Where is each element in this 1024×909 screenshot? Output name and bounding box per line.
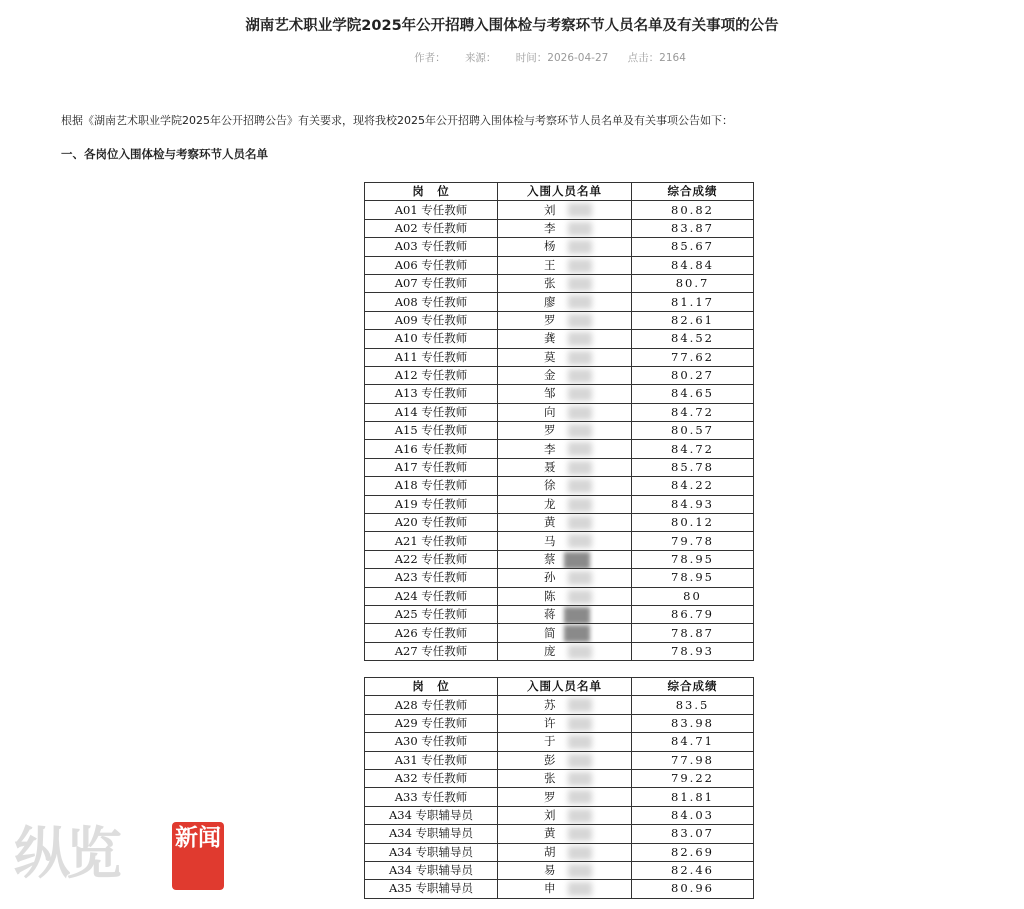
name-surname: 向	[544, 404, 556, 419]
cell-post: A07 专任教师	[365, 274, 498, 292]
cell-name	[498, 806, 632, 824]
redaction-mosaic	[568, 442, 592, 456]
name-surname: 孙	[544, 570, 556, 585]
cell-score: 81.81	[632, 788, 754, 806]
table-row	[365, 293, 754, 311]
table-row	[365, 440, 754, 458]
cell-score: 80.57	[632, 422, 754, 440]
table-row	[365, 825, 754, 843]
name-surname: 龚	[544, 331, 556, 346]
cell-score: 80.96	[632, 880, 754, 898]
cell-post: A25 专任教师	[365, 605, 498, 623]
redaction-mosaic	[568, 882, 592, 896]
name-surname: 易	[544, 863, 556, 878]
name-surname: 申	[544, 881, 556, 896]
table-row	[365, 861, 754, 879]
cell-score: 80.12	[632, 514, 754, 532]
redaction-mosaic	[568, 590, 592, 604]
cell-post: A24 专任教师	[365, 587, 498, 605]
cell-name	[498, 330, 632, 348]
table-row	[365, 532, 754, 550]
name-surname: 蒋	[544, 607, 556, 622]
redaction-mosaic	[564, 625, 590, 642]
cell-post: A01 专任教师	[365, 201, 498, 219]
table-row	[365, 624, 754, 642]
name-surname: 胡	[544, 844, 556, 859]
table-row	[365, 751, 754, 769]
cell-name	[498, 605, 632, 623]
table-row	[365, 843, 754, 861]
header-post: 岗 位	[365, 678, 498, 696]
cell-name	[498, 256, 632, 274]
cell-post: A26 专任教师	[365, 624, 498, 642]
redaction-mosaic	[568, 809, 592, 823]
table-row	[365, 642, 754, 660]
section-heading: 一、各岗位入围体检与考察环节人员名单	[61, 147, 268, 161]
cell-score: 85.78	[632, 458, 754, 476]
cell-score: 84.93	[632, 495, 754, 513]
cell-score: 78.93	[632, 642, 754, 660]
redaction-mosaic	[568, 864, 592, 878]
table-row	[365, 238, 754, 256]
watermark-badge-text: 新闻	[175, 825, 221, 851]
redaction-mosaic	[568, 534, 592, 548]
cell-score: 82.46	[632, 861, 754, 879]
table-row	[365, 219, 754, 237]
cell-name	[498, 569, 632, 587]
cell-post: A22 专任教师	[365, 550, 498, 568]
redaction-mosaic	[568, 790, 592, 804]
cell-score: 80.27	[632, 366, 754, 384]
cell-score: 77.62	[632, 348, 754, 366]
header-score: 综合成绩	[632, 678, 754, 696]
name-surname: 简	[544, 625, 556, 640]
cell-name	[498, 642, 632, 660]
cell-post: A16 专任教师	[365, 440, 498, 458]
header-name: 入围人员名单	[498, 678, 632, 696]
article-meta	[0, 50, 1024, 65]
name-surname: 庞	[544, 643, 556, 658]
cell-post: A21 专任教师	[365, 532, 498, 550]
cell-name	[498, 458, 632, 476]
cell-post: A13 专任教师	[365, 385, 498, 403]
cell-score: 84.03	[632, 806, 754, 824]
cell-post: A28 专任教师	[365, 696, 498, 714]
cell-post: A33 专任教师	[365, 788, 498, 806]
redaction-mosaic	[568, 735, 592, 749]
table-row	[365, 714, 754, 732]
cell-name	[498, 843, 632, 861]
cell-name	[498, 274, 632, 292]
table-row	[365, 806, 754, 824]
name-surname: 黄	[544, 826, 556, 841]
cell-score: 78.95	[632, 550, 754, 568]
name-surname: 于	[544, 734, 556, 749]
redaction-mosaic	[568, 314, 592, 328]
cell-post: A30 专任教师	[365, 733, 498, 751]
cell-post: A34 专职辅导员	[365, 861, 498, 879]
redaction-mosaic	[568, 369, 592, 383]
cell-name	[498, 769, 632, 787]
cell-post: A17 专任教师	[365, 458, 498, 476]
cell-score: 83.07	[632, 825, 754, 843]
candidate-table-2	[364, 677, 754, 899]
name-surname: 邹	[544, 386, 556, 401]
cell-score: 84.52	[632, 330, 754, 348]
cell-name	[498, 532, 632, 550]
name-surname: 彭	[544, 752, 556, 767]
table-row	[365, 256, 754, 274]
meta-author: 作者：	[414, 52, 446, 64]
cell-name	[498, 403, 632, 421]
name-surname: 刘	[544, 202, 556, 217]
redaction-mosaic	[568, 461, 592, 475]
cell-name	[498, 366, 632, 384]
name-surname: 张	[544, 276, 556, 291]
redaction-mosaic	[568, 645, 592, 659]
name-surname: 陈	[544, 588, 556, 603]
cell-score: 81.17	[632, 293, 754, 311]
cell-post: A20 专任教师	[365, 514, 498, 532]
candidate-table-1	[364, 182, 754, 661]
cell-name	[498, 348, 632, 366]
table-row	[365, 385, 754, 403]
redaction-mosaic	[568, 479, 592, 493]
cell-name	[498, 238, 632, 256]
cell-name	[498, 587, 632, 605]
cell-name	[498, 550, 632, 568]
redaction-mosaic	[568, 240, 592, 254]
cell-name	[498, 714, 632, 732]
table-row	[365, 330, 754, 348]
name-surname: 许	[544, 715, 556, 730]
redaction-mosaic	[568, 772, 592, 786]
redaction-mosaic	[568, 259, 592, 273]
cell-post: A31 专任教师	[365, 751, 498, 769]
cell-score: 78.95	[632, 569, 754, 587]
cell-score: 82.69	[632, 843, 754, 861]
table-row	[365, 587, 754, 605]
table-row	[365, 495, 754, 513]
table-row	[365, 769, 754, 787]
redaction-mosaic	[564, 607, 590, 624]
cell-name	[498, 385, 632, 403]
cell-name	[498, 751, 632, 769]
table-row	[365, 605, 754, 623]
table-row	[365, 274, 754, 292]
table-row	[365, 311, 754, 329]
name-surname: 张	[544, 771, 556, 786]
redaction-mosaic	[568, 295, 592, 309]
name-surname: 苏	[544, 697, 556, 712]
cell-score: 84.22	[632, 477, 754, 495]
name-surname: 蔡	[544, 552, 556, 566]
redaction-mosaic	[568, 332, 592, 346]
table-row	[365, 788, 754, 806]
redaction-mosaic	[568, 277, 592, 291]
name-surname: 金	[544, 368, 556, 383]
table-row	[365, 477, 754, 495]
cell-name	[498, 825, 632, 843]
cell-score: 85.67	[632, 238, 754, 256]
table-row	[365, 201, 754, 219]
name-surname: 罗	[544, 789, 556, 804]
header-post: 岗 位	[365, 183, 498, 201]
name-surname: 徐	[544, 478, 556, 493]
cell-post: A11 专任教师	[365, 348, 498, 366]
watermark-logo-text: 纵览	[14, 822, 118, 887]
name-surname: 王	[544, 257, 556, 272]
redaction-mosaic	[568, 387, 592, 401]
cell-name	[498, 880, 632, 898]
redaction-mosaic	[568, 424, 592, 438]
cell-score: 83.87	[632, 219, 754, 237]
redaction-mosaic	[568, 754, 592, 768]
cell-score: 80.7	[632, 274, 754, 292]
cell-name	[498, 477, 632, 495]
cell-post: A09 专任教师	[365, 311, 498, 329]
redaction-mosaic	[568, 516, 592, 530]
table-row	[365, 403, 754, 421]
table-row	[365, 880, 754, 898]
cell-post: A34 专职辅导员	[365, 806, 498, 824]
cell-post: A06 专任教师	[365, 256, 498, 274]
cell-score: 83.98	[632, 714, 754, 732]
cell-post: A34 专职辅导员	[365, 843, 498, 861]
cell-name	[498, 293, 632, 311]
cell-name	[498, 733, 632, 751]
cell-score: 84.84	[632, 256, 754, 274]
table-row	[365, 366, 754, 384]
redaction-mosaic	[564, 552, 590, 569]
name-surname: 莫	[544, 349, 556, 364]
cell-score: 84.65	[632, 385, 754, 403]
cell-name	[498, 495, 632, 513]
table-row	[365, 348, 754, 366]
cell-post: A32 专任教师	[365, 769, 498, 787]
meta-clicks: 点击：2164	[627, 52, 686, 64]
table-row	[365, 550, 754, 568]
name-surname: 龙	[544, 496, 556, 511]
table-row	[365, 696, 754, 714]
cell-post: A10 专任教师	[365, 330, 498, 348]
redaction-mosaic	[568, 571, 592, 585]
name-surname: 黄	[544, 515, 556, 530]
cell-post: A18 专任教师	[365, 477, 498, 495]
table-row	[365, 458, 754, 476]
name-surname: 杨	[544, 239, 556, 254]
redaction-mosaic	[568, 351, 592, 365]
cell-score: 80	[632, 587, 754, 605]
redaction-mosaic	[568, 717, 592, 731]
cell-post: A03 专任教师	[365, 238, 498, 256]
cell-name	[498, 624, 632, 642]
cell-name	[498, 311, 632, 329]
meta-time: 时间：2026-04-27	[515, 52, 609, 64]
cell-name	[498, 219, 632, 237]
cell-post: A08 专任教师	[365, 293, 498, 311]
article-title: 湖南艺术职业学院2025年公开招聘入围体检与考察环节人员名单及有关事项的公告	[245, 18, 779, 34]
cell-score: 77.98	[632, 751, 754, 769]
cell-score: 84.72	[632, 440, 754, 458]
table-row	[365, 733, 754, 751]
cell-post: A14 专任教师	[365, 403, 498, 421]
header-score: 综合成绩	[632, 183, 754, 201]
cell-post: A19 专任教师	[365, 495, 498, 513]
cell-name	[498, 514, 632, 532]
table-row	[365, 422, 754, 440]
cell-score: 84.72	[632, 403, 754, 421]
cell-score: 79.78	[632, 532, 754, 550]
cell-score: 86.79	[632, 605, 754, 623]
redaction-mosaic	[568, 698, 592, 712]
redaction-mosaic	[568, 406, 592, 420]
cell-score: 82.61	[632, 311, 754, 329]
name-surname: 廖	[544, 294, 556, 309]
cell-score: 83.5	[632, 696, 754, 714]
redaction-mosaic	[568, 827, 592, 841]
cell-post: A34 专职辅导员	[365, 825, 498, 843]
name-surname: 刘	[544, 807, 556, 822]
cell-score: 80.82	[632, 201, 754, 219]
name-surname: 聂	[544, 460, 556, 475]
redaction-mosaic	[568, 222, 592, 236]
cell-name	[498, 440, 632, 458]
table-header-row	[365, 183, 754, 201]
cell-name	[498, 422, 632, 440]
redaction-mosaic	[568, 203, 592, 217]
table-row	[365, 514, 754, 532]
meta-source: 来源：	[464, 52, 497, 64]
header-name: 入围人员名单	[498, 183, 632, 201]
redaction-mosaic	[568, 498, 592, 512]
cell-score: 84.71	[632, 733, 754, 751]
cell-post: A29 专任教师	[365, 714, 498, 732]
cell-score: 78.87	[632, 624, 754, 642]
cell-name	[498, 788, 632, 806]
redaction-mosaic	[568, 846, 592, 860]
cell-name	[498, 696, 632, 714]
cell-post: A23 专任教师	[365, 569, 498, 587]
cell-post: A02 专任教师	[365, 219, 498, 237]
name-surname: 李	[544, 220, 556, 235]
news-watermark	[14, 810, 224, 895]
table-row	[365, 569, 754, 587]
cell-name	[498, 861, 632, 879]
watermark-news-badge	[172, 822, 224, 890]
name-surname: 李	[544, 441, 556, 456]
cell-score: 79.22	[632, 769, 754, 787]
cell-post: A27 专任教师	[365, 642, 498, 660]
cell-name	[498, 201, 632, 219]
table-header-row	[365, 678, 754, 696]
name-surname: 马	[544, 533, 556, 548]
cell-post: A15 专任教师	[365, 422, 498, 440]
cell-post: A12 专任教师	[365, 366, 498, 384]
intro-paragraph: 根据《湖南艺术职业学院2025年公开招聘公告》有关要求，现将我校2025年公开招聘入围体检与考察环节人员名单及有关事项公告如下：	[61, 114, 733, 127]
name-surname: 罗	[544, 312, 556, 327]
cell-post: A35 专职辅导员	[365, 880, 498, 898]
name-surname: 罗	[544, 423, 556, 438]
